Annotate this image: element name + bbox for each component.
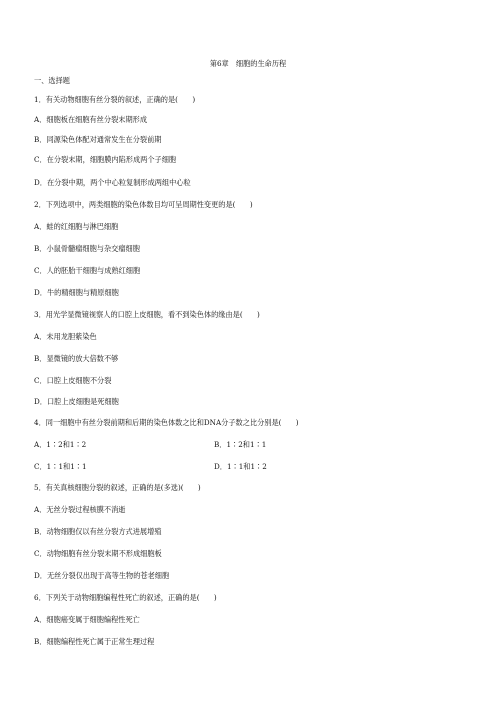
question-3-option-a: A．未用龙胆紫染色 (34, 332, 97, 341)
question-2-option-a: A．蛙的红细胞与淋巴细胞 (34, 222, 119, 231)
question-4-option-d: D．1∶1和1∶2 (214, 462, 267, 471)
question-1-option-d: D．在分裂中期，两个中心粒复制形成两组中心粒 (34, 178, 191, 187)
question-2-option-d: D．牛的精细胞与精原细胞 (34, 288, 119, 297)
question-2-option-c: C．人的胚胎干细胞与成熟红细胞 (34, 266, 141, 275)
question-3-option-b: B．显微镜的放大倍数不够 (34, 354, 119, 363)
question-4-stem: 4．同一细胞中有丝分裂前期和后期的染色体数之比和DNA分子数之比分别是( ) (34, 418, 299, 427)
question-1-stem: 1．有关动物细胞有丝分裂的叙述，正确的是( ) (34, 95, 196, 104)
question-5-option-c: C．动物细胞有丝分裂末期不形成细胞板 (34, 549, 162, 558)
question-1-option-a: A．细胞板在细胞有丝分裂末期形成 (34, 115, 148, 124)
question-1-option-c: C．在分裂末期，细胞膜内陷形成两个子细胞 (34, 155, 177, 164)
question-3-stem: 3．用光学显微镜视察人的口腔上皮细胞，看不到染色体的缘由是( ) (34, 310, 260, 319)
chapter-title: 第6章 细胞的生命历程 (209, 59, 287, 68)
question-4-option-c: C．1∶1和1∶1 (34, 462, 87, 471)
question-5-option-a: A．无丝分裂过程核膜不消逝 (34, 505, 126, 514)
question-6-option-b: B．细胞编程性死亡属于正常生理过程 (34, 637, 155, 646)
question-6-option-a: A．细胞癌变属于细胞编程性死亡 (34, 615, 140, 624)
question-2-option-b: B．小鼠骨髓瘤细胞与杂交瘤细胞 (34, 244, 140, 253)
question-3-option-d: D．口腔上皮细胞是死细胞 (34, 397, 119, 406)
question-5-option-b: B．动物细胞仅以有丝分裂方式进展增殖 (34, 527, 162, 536)
question-4-option-b: B．1∶2和1∶1 (214, 440, 267, 449)
question-4-option-a: A．1∶2和1∶2 (34, 440, 87, 449)
question-1-option-b: B．同源染色体配对通常发生在分裂前期 (34, 135, 162, 144)
question-2-stem: 2．下列选项中，两类细胞的染色体数目均可呈周期性变更的是( ) (34, 200, 253, 209)
question-5-stem: 5．有关真核细胞分裂的叙述，正确的是(多选)( ) (34, 483, 201, 492)
question-5-option-d: D．无丝分裂仅出现于高等生物的苍老细胞 (34, 571, 170, 580)
section-heading: 一、选择题 (34, 76, 70, 85)
question-3-option-c: C．口腔上皮细胞不分裂 (34, 376, 112, 385)
question-6-stem: 6．下列关于动物细胞编程性死亡的叙述，正确的是( ) (34, 593, 217, 602)
